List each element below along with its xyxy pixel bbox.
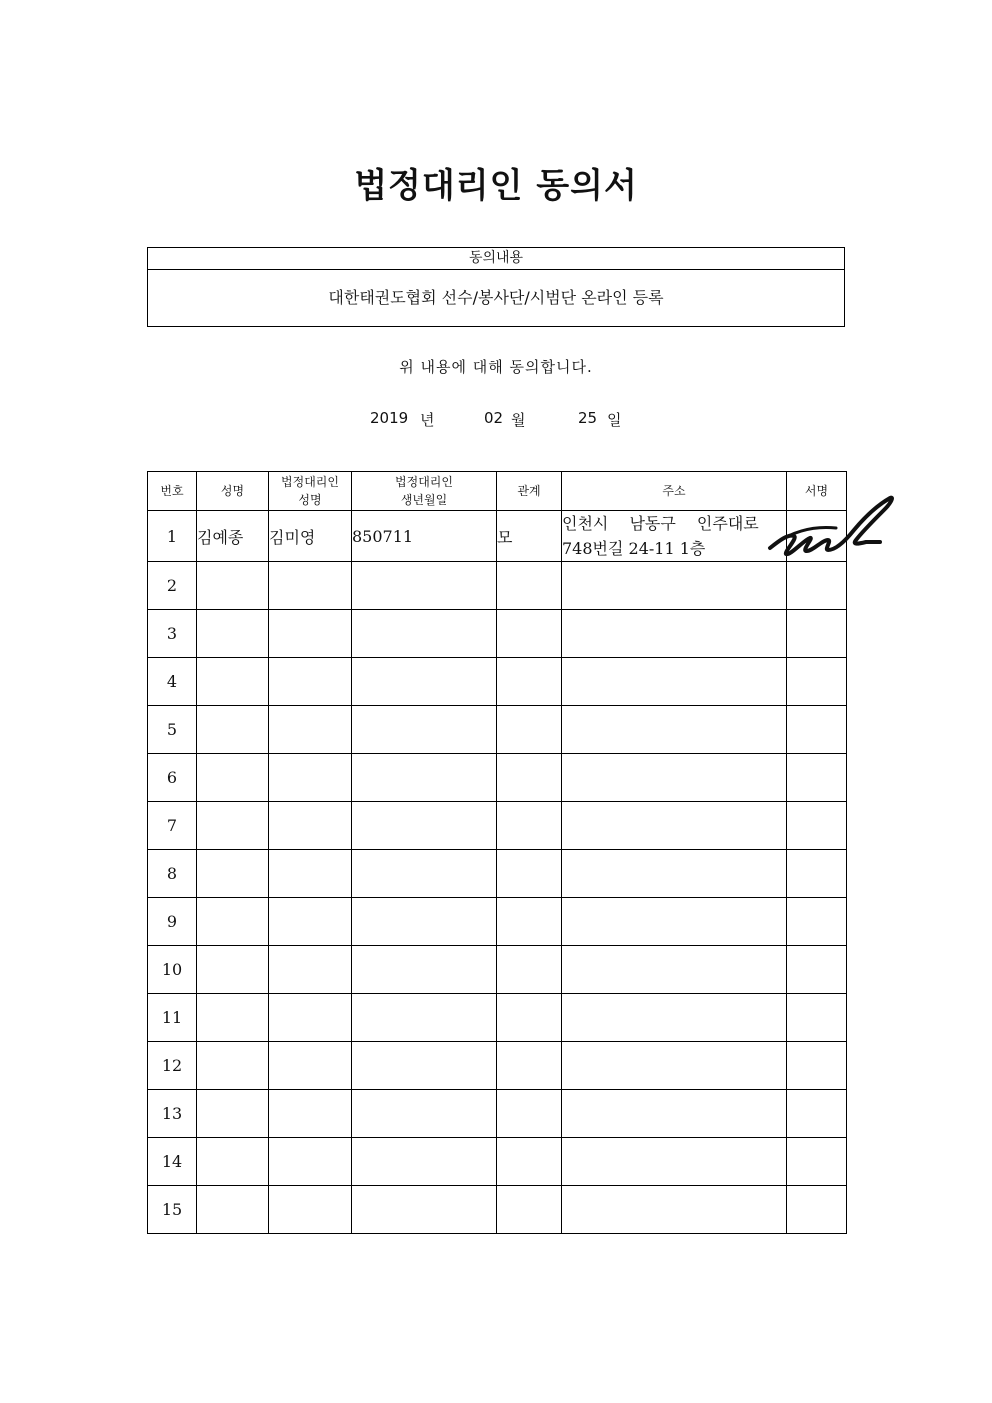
cell-address <box>562 994 787 1042</box>
cell-signature <box>787 706 847 754</box>
header-number: 번호 <box>148 472 197 511</box>
cell-address <box>562 1186 787 1234</box>
header-guardian-birth-line2: 생년월일 <box>400 493 448 507</box>
cell-number: 9 <box>148 898 197 946</box>
header-address: 주소 <box>562 472 787 511</box>
cell-signature <box>787 610 847 658</box>
header-name: 성명 <box>197 472 269 511</box>
consent-header: 동의내용 <box>148 248 844 270</box>
cell-signature <box>787 946 847 994</box>
cell-relation <box>497 1090 562 1138</box>
table-body <box>148 511 847 1234</box>
cell-number: 4 <box>148 658 197 706</box>
cell-number: 14 <box>148 1138 197 1186</box>
date-day: 25 <box>578 409 598 427</box>
header-guardian-name <box>269 472 352 511</box>
table-row <box>148 1042 847 1090</box>
agreement-statement: 위 내용에 대해 동의합니다. <box>399 358 593 376</box>
cell-name <box>197 946 269 994</box>
table-row <box>148 754 847 802</box>
table-row <box>148 898 847 946</box>
header-guardian-birth <box>352 472 497 511</box>
table-row <box>148 994 847 1042</box>
cell-guardian-birth <box>352 1042 497 1090</box>
cell-relation <box>497 802 562 850</box>
cell-guardian-name <box>269 1090 352 1138</box>
cell-guardian-birth <box>352 562 497 610</box>
table-row <box>148 706 847 754</box>
cell-number: 1 <box>148 511 197 562</box>
cell-guardian-name: 김미영 <box>269 511 352 562</box>
cell-address <box>562 802 787 850</box>
cell-name: 김예종 <box>197 511 269 562</box>
cell-guardian-name <box>269 850 352 898</box>
cell-relation <box>497 562 562 610</box>
table-row <box>148 850 847 898</box>
cell-guardian-birth <box>352 754 497 802</box>
cell-guardian-birth <box>352 850 497 898</box>
cell-number: 15 <box>148 1186 197 1234</box>
cell-guardian-birth: 850711 <box>352 511 497 562</box>
cell-number: 11 <box>148 994 197 1042</box>
cell-number: 8 <box>148 850 197 898</box>
date-year-unit: 년 <box>420 411 435 429</box>
cell-signature <box>787 850 847 898</box>
cell-guardian-name <box>269 610 352 658</box>
table-row <box>148 610 847 658</box>
cell-guardian-name <box>269 898 352 946</box>
cell-address <box>562 562 787 610</box>
cell-relation <box>497 850 562 898</box>
cell-signature <box>787 1090 847 1138</box>
cell-signature <box>787 1042 847 1090</box>
cell-name <box>197 994 269 1042</box>
cell-signature <box>787 658 847 706</box>
table-row <box>148 1138 847 1186</box>
table-row <box>148 562 847 610</box>
cell-name <box>197 1090 269 1138</box>
cell-guardian-name <box>269 658 352 706</box>
cell-number: 13 <box>148 1090 197 1138</box>
cell-address <box>562 1042 787 1090</box>
cell-name <box>197 802 269 850</box>
cell-guardian-name <box>269 754 352 802</box>
header-guardian-name-line2: 성명 <box>298 493 322 507</box>
cell-relation <box>497 610 562 658</box>
cell-address <box>562 1090 787 1138</box>
cell-number: 5 <box>148 706 197 754</box>
cell-address <box>562 898 787 946</box>
cell-name <box>197 754 269 802</box>
cell-guardian-birth <box>352 994 497 1042</box>
table-row <box>148 658 847 706</box>
date-year: 2019 <box>370 409 409 427</box>
cell-guardian-name <box>269 1042 352 1090</box>
cell-guardian-birth <box>352 946 497 994</box>
cell-guardian-birth <box>352 898 497 946</box>
date-month: 02 <box>484 409 504 427</box>
cell-guardian-birth <box>352 802 497 850</box>
header-relation: 관계 <box>497 472 562 511</box>
address-line1: 인천시 남동구 인주대로 <box>562 514 759 533</box>
cell-guardian-birth <box>352 706 497 754</box>
cell-number: 10 <box>148 946 197 994</box>
cell-relation <box>497 754 562 802</box>
cell-signature <box>787 1186 847 1234</box>
cell-address <box>562 1138 787 1186</box>
cell-signature <box>787 1138 847 1186</box>
cell-relation <box>497 994 562 1042</box>
cell-signature <box>787 898 847 946</box>
date-month-unit: 월 <box>511 411 526 429</box>
cell-number: 12 <box>148 1042 197 1090</box>
cell-relation <box>497 898 562 946</box>
cell-name <box>197 850 269 898</box>
cell-guardian-birth <box>352 1138 497 1186</box>
cell-name <box>197 1186 269 1234</box>
cell-signature <box>787 754 847 802</box>
cell-signature <box>787 994 847 1042</box>
cell-guardian-name <box>269 562 352 610</box>
cell-guardian-birth <box>352 1186 497 1234</box>
consent-content: 대한태권도협회 선수/봉사단/시범단 온라인 등록 <box>328 288 664 307</box>
cell-number: 6 <box>148 754 197 802</box>
cell-signature <box>787 562 847 610</box>
cell-guardian-name <box>269 946 352 994</box>
cell-name <box>197 898 269 946</box>
cell-guardian-name <box>269 802 352 850</box>
cell-name <box>197 706 269 754</box>
cell-guardian-name <box>269 1186 352 1234</box>
cell-address <box>562 754 787 802</box>
cell-guardian-birth <box>352 1090 497 1138</box>
cell-address <box>562 946 787 994</box>
cell-number: 3 <box>148 610 197 658</box>
cell-relation <box>497 706 562 754</box>
header-guardian-birth-line1: 법정대리인 <box>395 475 453 489</box>
signature-mark <box>766 490 898 562</box>
cell-name <box>197 610 269 658</box>
cell-name <box>197 658 269 706</box>
date-day-unit: 일 <box>607 411 622 429</box>
cell-relation <box>497 1042 562 1090</box>
header-signature: 서명 <box>787 472 847 511</box>
table-row <box>148 946 847 994</box>
cell-number: 7 <box>148 802 197 850</box>
table-row <box>148 802 847 850</box>
cell-address <box>562 706 787 754</box>
table-row <box>148 511 847 562</box>
cell-guardian-birth <box>352 610 497 658</box>
cell-address <box>562 610 787 658</box>
cell-address <box>562 511 787 562</box>
cell-relation <box>497 658 562 706</box>
cell-address <box>562 658 787 706</box>
cell-relation <box>497 1186 562 1234</box>
cell-name <box>197 562 269 610</box>
consent-box <box>147 247 845 327</box>
table-row <box>148 1186 847 1234</box>
cell-guardian-birth <box>352 658 497 706</box>
cell-address <box>562 850 787 898</box>
page-title: 법정대리인 동의서 <box>354 166 638 206</box>
table-header-row <box>148 472 847 511</box>
table-row <box>148 1090 847 1138</box>
cell-number: 2 <box>148 562 197 610</box>
header-guardian-name-line1: 법정대리인 <box>281 475 339 489</box>
guardian-table <box>147 471 847 1234</box>
cell-relation: 모 <box>497 511 562 562</box>
cell-guardian-name <box>269 1138 352 1186</box>
address-line2: 748번길 24-11 1층 <box>562 539 706 558</box>
cell-relation <box>497 946 562 994</box>
cell-guardian-name <box>269 706 352 754</box>
cell-signature <box>787 802 847 850</box>
cell-guardian-name <box>269 994 352 1042</box>
cell-name <box>197 1042 269 1090</box>
cell-name <box>197 1138 269 1186</box>
cell-relation <box>497 1138 562 1186</box>
